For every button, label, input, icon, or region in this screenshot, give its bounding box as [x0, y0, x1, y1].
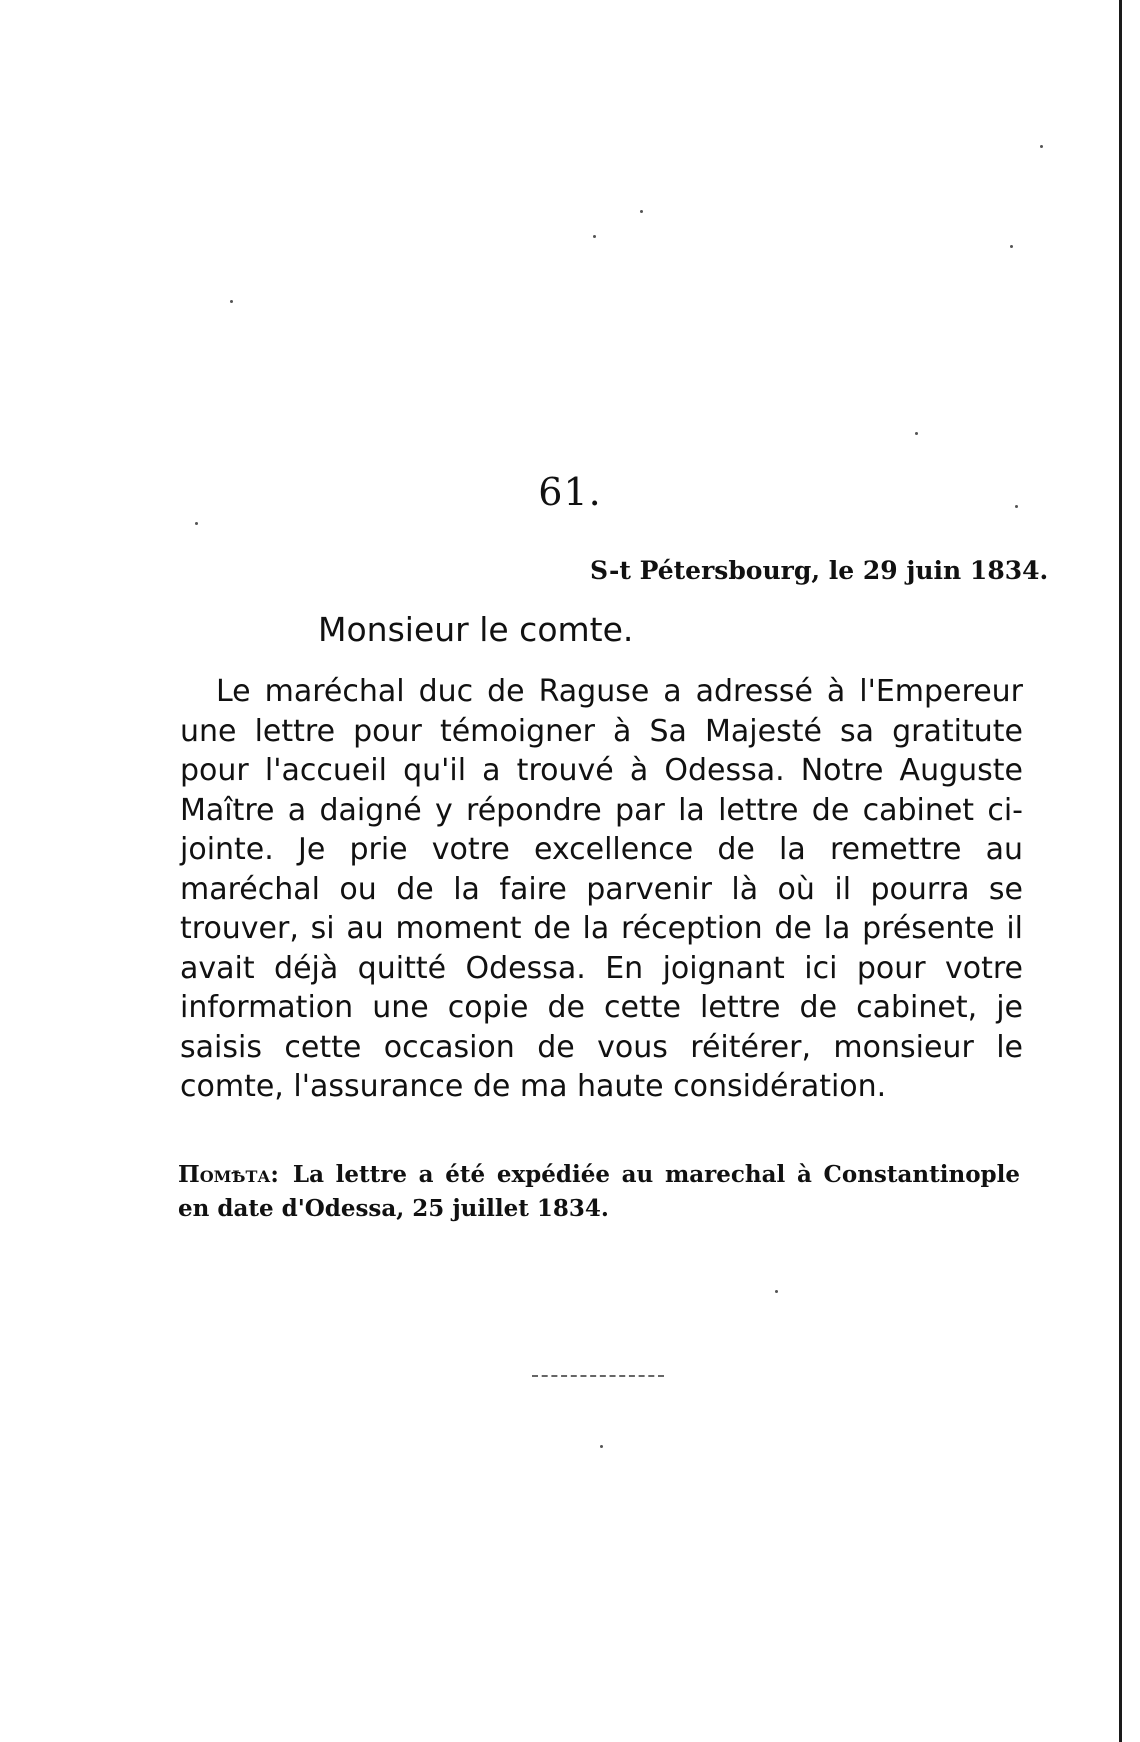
page-edge-line — [1119, 0, 1122, 1742]
scan-speck — [775, 1290, 778, 1293]
scan-speck — [640, 210, 643, 213]
scan-speck — [915, 432, 918, 435]
scan-speck — [600, 1445, 603, 1448]
note-text: La lettre a été expédiée au marechal à Constantinople en date d'Odessa, 25 juillet 1834. — [178, 1161, 1020, 1222]
scan-speck — [593, 235, 596, 238]
scan-speck — [1040, 145, 1043, 148]
note-label: Помѣта: — [178, 1161, 279, 1188]
document-number: 61. — [538, 470, 602, 514]
scan-speck — [1010, 245, 1013, 248]
scan-speck — [230, 300, 233, 303]
letter-body: Le maréchal duc de Raguse a adressé à l'Empereur une lettre pour témoigner à Sa Majesté sa gratitute pour l'accueil qu'il a trouvé à Odessa. Notre Auguste Maître a daigné y répondre par la lettre de cabinet ci-jointe. Je prie votre excellence de la remettre au maréchal ou de la faire parvenir là où il pourra se trouver, si au moment de la réception de la présente il avait déjà quitté Odessa. En joignant ici pour votre information une copie de cette lettre de cabinet, je saisis cette occasion de vous réitérer, monsieur le comte, l'assurance de ma haute considération. — [180, 674, 1023, 1104]
salutation: Monsieur le comte. — [318, 610, 634, 649]
scan-speck — [195, 522, 198, 525]
archival-note — [178, 1158, 1020, 1226]
end-rule — [532, 1375, 664, 1377]
dateline: S-t Pétersbourg, le 29 juin 1834. — [590, 556, 1049, 585]
